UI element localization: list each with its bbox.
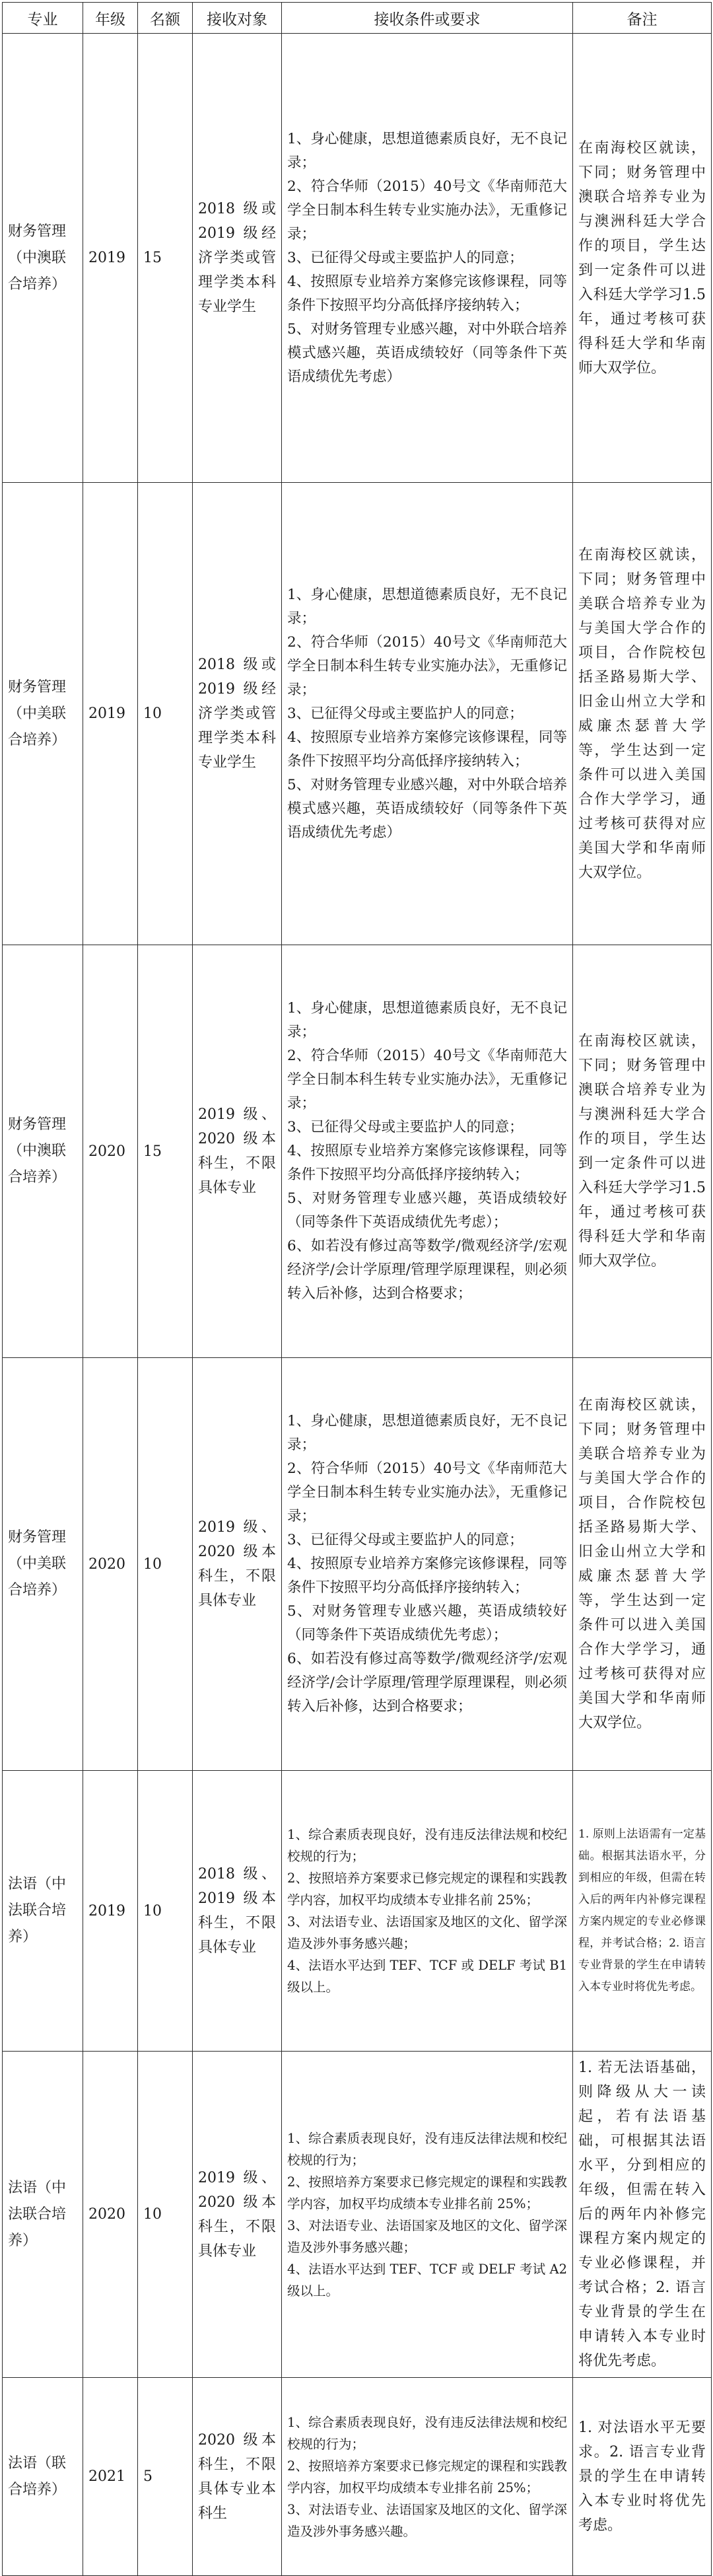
condition-item: 1、身心健康，思想道德素质良好，无不良记录；: [287, 1413, 567, 1453]
condition-item: 6、如若没有修过高等数学/微观经济学/宏观经济学/会计学原理/管理学原理课程，则必须转入后补修，达到合格要求；: [287, 1238, 567, 1302]
header-year: 年级: [83, 3, 138, 34]
header-target: 接收对象: [193, 3, 282, 34]
cell-notes: 1. 原则上法语需有一定基础。根据其法语水平，分到相应的年级，但需在转入后的两年内补修完课程方案内规定的专业必修课程，并考试合格；2. 语言专业背景的学生在申请转入本专业时将优先考虑。: [573, 1771, 712, 2052]
cell-year: 2020: [83, 1358, 138, 1771]
condition-item: 5、对财务管理专业感兴趣，英语成绩较好（同等条件下英语成绩优先考虑）；: [287, 1603, 567, 1643]
transfer-quota-table: [2, 2, 712, 2576]
header-notes: 备注: [573, 3, 712, 34]
cell-notes: 1. 若无法语基础，则降级从大一读起，若有法语基础，可根据其法语水平，分到相应的年级，但需在转入后的两年内补修完课程方案内规定的专业必修课程，并考试合格；2. 语言专业背景的学生在申请转入本专业时将优先考虑。: [573, 2052, 712, 2378]
condition-item: 2、符合华师（2015）40号文《华南师范大学全日制本科生转专业实施办法》，无重修记录；: [287, 1460, 567, 1524]
condition-item: 2、符合华师（2015）40号文《华南师范大学全日制本科生转专业实施办法》，无重修记录；: [287, 1048, 567, 1112]
cell-major: 财务管理（中美联合培养）: [3, 483, 83, 945]
condition-item: 5、对财务管理专业感兴趣，对中外联合培养模式感兴趣，英语成绩较好（同等条件下英语成绩优先考虑）: [287, 776, 567, 841]
condition-item: 2、符合华师（2015）40号文《华南师范大学全日制本科生转专业实施办法》，无重修记录；: [287, 178, 567, 242]
table-row: [3, 1358, 712, 1771]
cell-target: 2019 级、2020 级本科生，不限具体专业: [193, 1358, 282, 1771]
cell-quota: 10: [138, 483, 193, 945]
condition-item: 4、法语水平达到 TEF、TCF 或 DELF 考试 B1 级以上。: [287, 1958, 567, 1995]
cell-major: 财务管理（中美联合培养）: [3, 1358, 83, 1771]
cell-major: 法语（中法联合培养）: [3, 1771, 83, 2052]
cell-year: 2019: [83, 483, 138, 945]
condition-item: 4、按照原专业培养方案修完该修课程，同等条件下按照平均分高低择序接纳转入；: [287, 1143, 567, 1183]
cell-conditions: [282, 34, 573, 483]
table-row: [3, 1771, 712, 2052]
cell-quota: 10: [138, 2052, 193, 2378]
condition-item: 2、按照培养方案要求已修完规定的课程和实践教学内容，加权平均成绩本专业排名前 25%；: [287, 2458, 567, 2495]
table-row: [3, 34, 712, 483]
condition-item: 1、身心健康，思想道德素质良好，无不良记录；: [287, 586, 567, 627]
condition-item: 3、已征得父母或主要监护人的同意；: [287, 705, 524, 722]
condition-item: 3、已征得父母或主要监护人的同意；: [287, 249, 524, 266]
cell-notes: 在南海校区就读，下同；财务管理中美联合培养专业为与美国大学合作的项目，合作院校包括圣路易斯大学、旧金山州立大学和威廉杰瑟普大学等，学生达到一定条件可以进入美国合作大学学习，通过考核可获得对应美国大学和华南师大双学位。: [573, 483, 712, 945]
cell-conditions: [282, 483, 573, 945]
cell-year: 2021: [83, 2378, 138, 2576]
cell-conditions: [282, 2378, 573, 2576]
condition-item: 4、法语水平达到 TEF、TCF 或 DELF 考试 A2 级以上。: [287, 2261, 567, 2299]
condition-item: 3、对法语专业、法语国家及地区的文化、留学深造及涉外事务感兴趣；: [287, 1914, 567, 1951]
cell-target: 2019 级、2020 级本科生，不限具体专业: [193, 945, 282, 1358]
condition-item: 3、已征得父母或主要监护人的同意；: [287, 1532, 524, 1548]
cell-conditions: [282, 2052, 573, 2378]
cell-target: 2018 级、2019 级本科生，不限具体专业: [193, 1771, 282, 2052]
condition-item: 5、对财务管理专业感兴趣，英语成绩较好（同等条件下英语成绩优先考虑）；: [287, 1190, 567, 1231]
table-row: [3, 2378, 712, 2576]
header-quota: 名额: [138, 3, 193, 34]
cell-quota: 10: [138, 1771, 193, 2052]
condition-item: 6、如若没有修过高等数学/微观经济学/宏观经济学/会计学原理/管理学原理课程，则必须转入后补修，达到合格要求；: [287, 1651, 567, 1715]
header-conditions: 接收条件或要求: [282, 3, 573, 34]
cell-target: 2019 级、2020 级本科生，不限具体专业: [193, 2052, 282, 2378]
cell-year: 2020: [83, 945, 138, 1358]
table-row: [3, 483, 712, 945]
condition-item: 3、已征得父母或主要监护人的同意；: [287, 1119, 524, 1135]
table-row: [3, 945, 712, 1358]
cell-quota: 10: [138, 1358, 193, 1771]
header-row: [3, 3, 712, 34]
cell-year: 2020: [83, 2052, 138, 2378]
condition-item: 4、按照原专业培养方案修完该修课程，同等条件下按照平均分高低择序接纳转入；: [287, 1556, 567, 1596]
condition-item: 5、对财务管理专业感兴趣，对中外联合培养模式感兴趣，英语成绩较好（同等条件下英语成绩优先考虑）: [287, 320, 567, 385]
condition-item: 1、身心健康，思想道德素质良好，无不良记录；: [287, 130, 567, 171]
condition-item: 2、符合华师（2015）40号文《华南师范大学全日制本科生转专业实施办法》，无重修记录；: [287, 633, 567, 698]
condition-item: 2、按照培养方案要求已修完规定的课程和实践教学内容，加权平均成绩本专业排名前 25%；: [287, 2174, 567, 2211]
header-major: 专业: [3, 3, 83, 34]
cell-notes: 在南海校区就读，下同；财务管理中澳联合培养专业为与澳洲科廷大学合作的项目，学生达到一定条件可以进入科廷大学学习1.5年，通过考核可获得科廷大学和华南师大双学位。: [573, 34, 712, 483]
cell-quota: 15: [138, 34, 193, 483]
cell-target: 2020 级本科生，不限具体专业本科生: [193, 2378, 282, 2576]
condition-item: 1、身心健康，思想道德素质良好，无不良记录；: [287, 1000, 567, 1040]
cell-quota: 15: [138, 945, 193, 1358]
condition-item: 1、综合素质表现良好，没有违反法律法规和校纪校规的行为；: [287, 2414, 567, 2452]
cell-major: 法语（联合培养）: [3, 2378, 83, 2576]
condition-item: 1、综合素质表现良好，没有违反法律法规和校纪校规的行为；: [287, 2130, 567, 2168]
condition-item: 3、对法语专业、法语国家及地区的文化、留学深造及涉外事务感兴趣。: [287, 2501, 567, 2539]
condition-item: 1、综合素质表现良好，没有违反法律法规和校纪校规的行为；: [287, 1827, 567, 1864]
cell-target: 2018 级或 2019 级经济学类或管理学类本科专业学生: [193, 483, 282, 945]
cell-year: 2019: [83, 1771, 138, 2052]
cell-quota: 5: [138, 2378, 193, 2576]
condition-item: 3、对法语专业、法语国家及地区的文化、留学深造及涉外事务感兴趣；: [287, 2217, 567, 2255]
condition-item: 2、按照培养方案要求已修完规定的课程和实践教学内容，加权平均成绩本专业排名前 25%；: [287, 1871, 567, 1908]
cell-target: 2018 级或 2019 级经济学类或管理学类本科专业学生: [193, 34, 282, 483]
cell-notes: 在南海校区就读，下同；财务管理中澳联合培养专业为与澳洲科廷大学合作的项目，学生达到一定条件可以进入科廷大学学习1.5年，通过考核可获得科廷大学和华南师大双学位。: [573, 945, 712, 1358]
table-row: [3, 2052, 712, 2378]
cell-conditions: [282, 1771, 573, 2052]
condition-item: 4、按照原专业培养方案修完该修课程，同等条件下按照平均分高低择序接纳转入；: [287, 273, 567, 314]
cell-year: 2019: [83, 34, 138, 483]
cell-major: 财务管理（中澳联合培养）: [3, 945, 83, 1358]
cell-major: 法语（中法联合培养）: [3, 2052, 83, 2378]
cell-notes: 1. 对法语水平无要求。2. 语言专业背景的学生在申请转入本专业时将优先考虑。: [573, 2378, 712, 2576]
cell-notes: 在南海校区就读，下同；财务管理中美联合培养专业为与美国大学合作的项目，合作院校包括圣路易斯大学、旧金山州立大学和威廉杰瑟普大学等，学生达到一定条件可以进入美国合作大学学习，通过考核可获得对应美国大学和华南师大双学位。: [573, 1358, 712, 1771]
condition-item: 4、按照原专业培养方案修完该修课程，同等条件下按照平均分高低择序接纳转入；: [287, 729, 567, 769]
cell-major: 财务管理（中澳联合培养）: [3, 34, 83, 483]
cell-conditions: [282, 1358, 573, 1771]
cell-conditions: [282, 945, 573, 1358]
